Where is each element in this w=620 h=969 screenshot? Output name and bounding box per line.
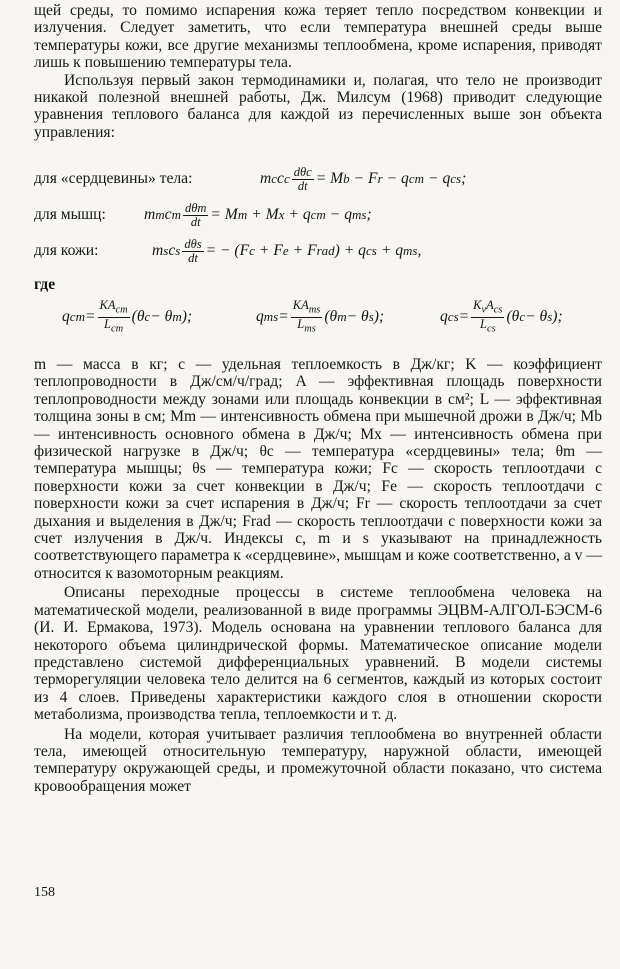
paragraph-definitions: m — масса в кг; c — удельная теплоемкость в Дж/кг; K — коэффициент теплопроводности в Дж/см/ч/град; A — эффективная площадь поверхности теплопроводности между зонами или площадь конвекции в см²; L — эффективная толщина зоны в см; Mm — интенсивность обмена при мышечной дрожи в Дж/ч; Mb — интенсивность основного обмена в Дж/ч; Mx — интенсивность обмена при физической нагрузке в Дж/ч; θc — температура «сердцевины» тела; θm — температура мышцы; θs — температура кожи; Fc — скорость теплоотдачи с поверхности кожи за счет конвекции в Дж/ч; Fe — скорость теплоотдачи с поверхности кожи за счет испарения в Дж/ч; Fr — скорость теплоотдачи за счет дыхания и выделения в Дж/ч; Frad — скорость теплоотдачи с поверхности кожи за счет излучения в Дж/ч. Индексы c, m и s указывают на принадлежность соответствующего параметра к «сердцевине», мышцам и коже соответственно, а v — относится к вазомоторным реакциям.: [34, 356, 602, 582]
fraction: $\frac{\text{dθs}}{dt}$: [184, 236, 202, 265]
paragraph-2: Используя первый закон термодинамики и, полагая, что тело не производит никакой полезной внешней работы, Дж. Милсум (1968) приводит следующие уравнения теплового баланса для каждой из перечисленных выше зон объекта управления:: [34, 71, 602, 141]
equation-core: [34, 162, 604, 196]
equation-muscle: [34, 198, 604, 232]
equation-fluxes: [34, 300, 604, 334]
fraction: $\frac{\text{dθc}}{dt}$: [293, 164, 312, 193]
where-label: где: [34, 276, 56, 293]
paragraph-last: На модели, которая учитывает различия теплообмена во внутренней области тела, имеющей относительную температуру, наружной области, имеющей температуру окружающей среды, и промежуточной области показано, что система кровообращения может: [34, 725, 602, 795]
text-block-bottom: [34, 356, 602, 795]
fraction: $\frac{KA_{cm}}{L_{cm}}$: [99, 298, 128, 334]
paragraph-model: Описаны переходные процессы в системе теплообмена человека на математической модели, реализованной в виде программы ЭЦВМ-АЛГОЛ-БЭСМ-6 (И. И. Ермакова, 1973). Модель основана на уравнении теплового баланса для некоторого объема цилиндрической формы. Математическое описание модели представлено системой дифференциальных уравнений. В модели системы терморегуляции человека тело делится на 6 сегментов, каждый из которых состоит из 4 слоев. Приведены характеристики каждого слоя в отношении скорости метаболизма, производства тепла, теплоемкости и т. д.: [34, 584, 602, 724]
equation-muscle-label: для мышц:: [34, 206, 106, 223]
fraction: $\frac{KA_{ms}}{L_{ms}}$: [292, 298, 321, 334]
flux-cm: q cm = $\frac{KA_{cm}}{L_{cm}}$ (θ c − θ m );: [62, 298, 193, 334]
equation-core-body: m c c c $\frac{\text{dθc}}{dt}$ = M b − F r − q cm − q cs ;: [260, 164, 467, 193]
fraction: $\frac{K_vA_{cs}}{L_{cs}}$: [473, 298, 503, 334]
equation-skin-body: m s c s $\frac{\text{dθs}}{dt}$ = − (F c + F e + F rad ) + q cs + q ms ,: [152, 236, 422, 265]
equation-muscle-body: m m c m $\frac{\text{dθm}}{dt}$ = M m + M x + q cm − q ms ;: [144, 200, 372, 229]
fraction: $\frac{\text{dθm}}{dt}$: [184, 200, 207, 229]
equation-skin: [34, 234, 604, 268]
paragraph-1: щей среды, то помимо испарения кожа теряет тепло посредством конвекции и излучения. Следует заметить, что если температура внешней среды выше температуры кожи, все другие механизмы теплообмена, кроме испарения, приводят лишь к повышению температуры тела.: [34, 2, 602, 72]
equation-skin-label: для кожи:: [34, 242, 99, 259]
text-block-top: [34, 2, 602, 141]
flux-ms: q ms = $\frac{KA_{ms}}{L_{ms}}$ (θ m − θ s );: [256, 298, 385, 334]
equation-core-label: для «сердцевины» тела:: [34, 170, 193, 187]
page-number: 158: [34, 885, 55, 900]
flux-cs: q cs = $\frac{K_vA_{cs}}{L_{cs}}$ (θ c − θ s );: [440, 298, 563, 334]
